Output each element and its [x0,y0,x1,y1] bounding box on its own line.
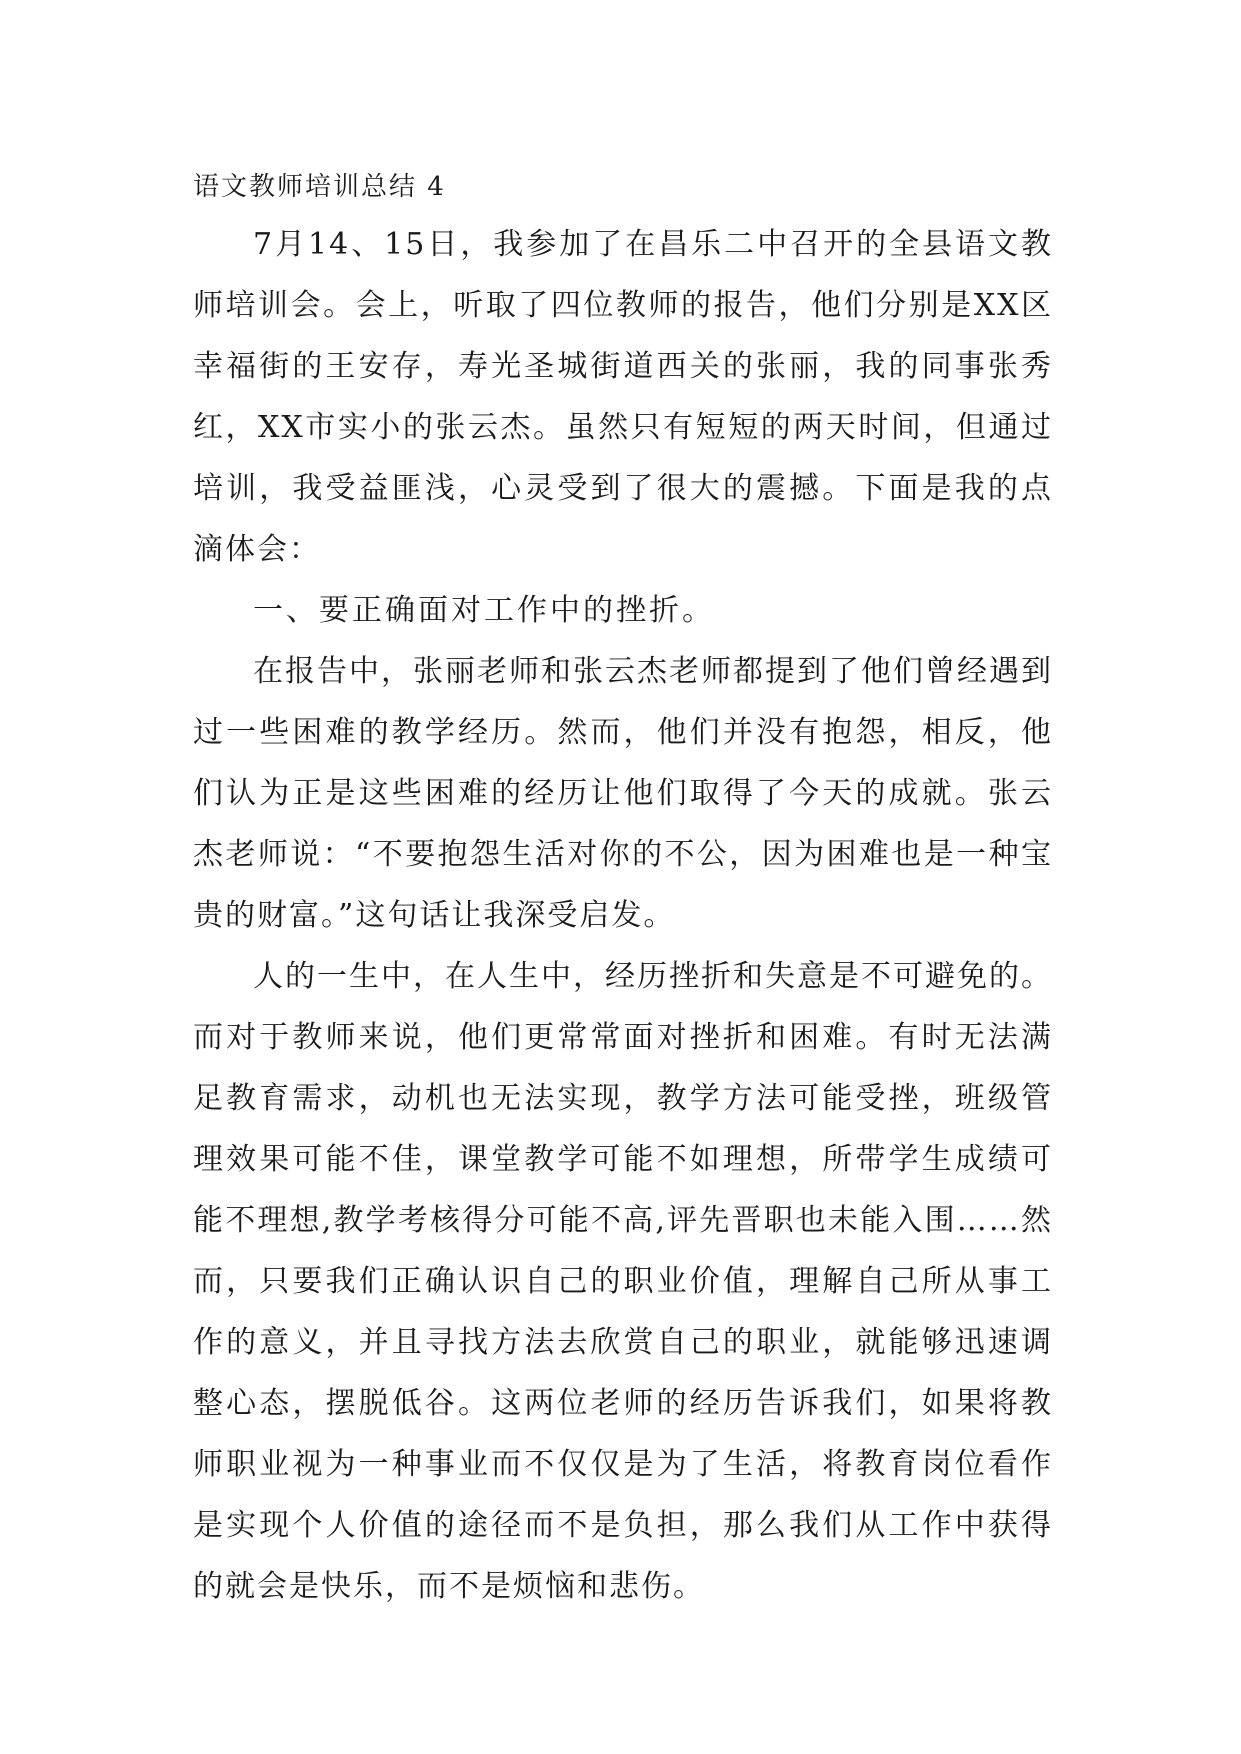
document-title: 语文教师培训总结 4 [193,172,446,202]
report-paragraph: 在报告中，张丽老师和张云杰老师都提到了他们曾经遇到过一些困难的教学经历。然而，他们并没有抱怨，相反，他们认为正是这些困难的经历让他们取得了今天的成就。张云杰老师说：“不要抱怨生活对你的不公，因为困难也是一种宝贵的财富。”这句话让我深受启发。 [193,654,1053,933]
document-body [193,160,1053,1617]
intro-paragraph: 7月14、15日，我参加了在昌乐二中召开的全县语文教师培训会。会上，听取了四位教师的报告，他们分别是XX区幸福街的王安存，寿光圣城街道西关的张丽，我的同事张秀红，XX市实小的张云杰。虽然只有短短的两天时间，但通过培训，我受益匪浅，心灵受到了很大的震撼。下面是我的点滴体会： [193,227,1053,567]
reflection-paragraph: 人的一生中，在人生中，经历挫折和失意是不可避免的。而对于教师来说，他们更常常面对挫折和困难。有时无法满足教育需求，动机也无法实现，教学方法可能受挫，班级管理效果可能不佳，课堂教学可能不如理想，所带学生成绩可能不理想,教学考核得分可能不高,评先晋职也未能入围……然而，只要我们正确认识自己的职业价值，理解自己所从事工作的意义，并且寻找方法去欣赏自己的职业，就能够迅速调整心态，摆脱低谷。这两位老师的经历告诉我们，如果将教师职业视为一种事业而不仅仅是为了生活，将教育岗位看作是实现个人价值的途径而不是负担，那么我们从工作中获得的就会是快乐，而不是烦恼和悲伤。 [193,959,1053,1604]
section-heading: 一、要正确面对工作中的挫折。 [253,593,715,628]
